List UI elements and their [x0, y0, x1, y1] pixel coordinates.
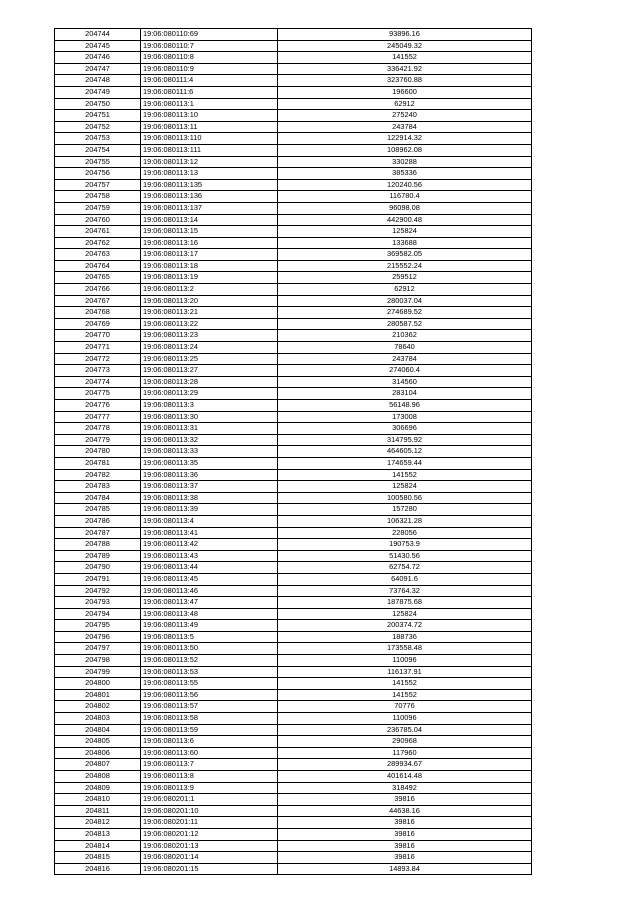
row-number-cell: 204762 [55, 237, 141, 249]
table-row [55, 457, 532, 469]
table-row [55, 98, 532, 110]
cadastral-number-cell: 19:06:080201:1 [141, 794, 278, 806]
value-cell: 100580.56 [278, 492, 532, 504]
cadastral-number-cell: 19:06:080113:9 [141, 782, 278, 794]
value-cell: 289934.67 [278, 759, 532, 771]
cadastral-number-cell: 19:06:080201:12 [141, 828, 278, 840]
value-cell: 157280 [278, 504, 532, 516]
table-row [55, 620, 532, 632]
cadastral-number-cell: 19:06:080113:4 [141, 515, 278, 527]
table-row [55, 863, 532, 875]
value-cell: 196600 [278, 86, 532, 98]
cadastral-number-cell: 19:06:080113:13 [141, 168, 278, 180]
cadastral-number-cell: 19:06:080113:25 [141, 353, 278, 365]
table-row [55, 794, 532, 806]
table-row [55, 411, 532, 423]
row-number-cell: 204755 [55, 156, 141, 168]
value-cell: 200374.72 [278, 620, 532, 632]
value-cell: 280587.52 [278, 318, 532, 330]
row-number-cell: 204790 [55, 562, 141, 574]
cadastral-number-cell: 19:06:080113:39 [141, 504, 278, 516]
value-cell: 110096 [278, 655, 532, 667]
value-cell: 274060.4 [278, 365, 532, 377]
value-cell: 108962.08 [278, 144, 532, 156]
row-number-cell: 204785 [55, 504, 141, 516]
table-row [55, 52, 532, 64]
cadastral-number-cell: 19:06:080201:15 [141, 863, 278, 875]
table-row [55, 376, 532, 388]
value-cell: 141552 [278, 678, 532, 690]
value-cell: 62754.72 [278, 562, 532, 574]
value-cell: 117960 [278, 747, 532, 759]
table-row [55, 446, 532, 458]
row-number-cell: 204806 [55, 747, 141, 759]
cadastral-number-cell: 19:06:080113:11 [141, 121, 278, 133]
value-cell: 70776 [278, 701, 532, 713]
value-cell: 283104 [278, 388, 532, 400]
value-cell: 141552 [278, 689, 532, 701]
value-cell: 306696 [278, 423, 532, 435]
row-number-cell: 204771 [55, 342, 141, 354]
value-cell: 174659.44 [278, 457, 532, 469]
cadastral-number-cell: 19:06:080113:29 [141, 388, 278, 400]
value-cell: 245049.32 [278, 40, 532, 52]
cadastral-number-cell: 19:06:080113:59 [141, 724, 278, 736]
row-number-cell: 204748 [55, 75, 141, 87]
value-cell: 39816 [278, 817, 532, 829]
cadastral-number-cell: 19:06:080113:58 [141, 713, 278, 725]
value-cell: 116137.91 [278, 666, 532, 678]
table-row [55, 469, 532, 481]
table-row [55, 156, 532, 168]
cadastral-number-cell: 19:06:080113:7 [141, 759, 278, 771]
value-cell: 188736 [278, 631, 532, 643]
row-number-cell: 204807 [55, 759, 141, 771]
table-row [55, 237, 532, 249]
row-number-cell: 204757 [55, 179, 141, 191]
table-row [55, 689, 532, 701]
cadastral-number-cell: 19:06:080113:53 [141, 666, 278, 678]
row-number-cell: 204751 [55, 110, 141, 122]
cadastral-number-cell: 19:06:080113:46 [141, 585, 278, 597]
table-row [55, 284, 532, 296]
value-cell: 215552.24 [278, 260, 532, 272]
table-row [55, 678, 532, 690]
value-cell: 173558.48 [278, 643, 532, 655]
value-cell: 190753.9 [278, 539, 532, 551]
value-cell: 187875.68 [278, 597, 532, 609]
table-row [55, 701, 532, 713]
table-row [55, 63, 532, 75]
row-number-cell: 204761 [55, 226, 141, 238]
value-cell: 401614.48 [278, 771, 532, 783]
value-cell: 336421.92 [278, 63, 532, 75]
row-number-cell: 204784 [55, 492, 141, 504]
value-cell: 464605.12 [278, 446, 532, 458]
table-row [55, 86, 532, 98]
row-number-cell: 204745 [55, 40, 141, 52]
table-row [55, 828, 532, 840]
table-row [55, 666, 532, 678]
value-cell: 280037.04 [278, 295, 532, 307]
value-cell: 96098.08 [278, 202, 532, 214]
cadastral-number-cell: 19:06:080113:37 [141, 481, 278, 493]
row-number-cell: 204746 [55, 52, 141, 64]
table-row [55, 272, 532, 284]
table-row [55, 515, 532, 527]
value-cell: 39816 [278, 794, 532, 806]
table-row [55, 365, 532, 377]
row-number-cell: 204797 [55, 643, 141, 655]
value-cell: 51430.56 [278, 550, 532, 562]
table-row [55, 597, 532, 609]
table-row [55, 631, 532, 643]
cadastral-number-cell: 19:06:080113:12 [141, 156, 278, 168]
table-row [55, 226, 532, 238]
value-cell: 210362 [278, 330, 532, 342]
cadastral-number-cell: 19:06:080110:8 [141, 52, 278, 64]
value-cell: 275240 [278, 110, 532, 122]
table-row [55, 318, 532, 330]
table-row [55, 307, 532, 319]
value-cell: 116780.4 [278, 191, 532, 203]
cadastral-number-cell: 19:06:080113:24 [141, 342, 278, 354]
cadastral-number-cell: 19:06:080110:9 [141, 63, 278, 75]
row-number-cell: 204772 [55, 353, 141, 365]
table-row [55, 724, 532, 736]
cadastral-number-cell: 19:06:080113:56 [141, 689, 278, 701]
table-row [55, 805, 532, 817]
cadastral-number-cell: 19:06:080201:14 [141, 852, 278, 864]
value-cell: 385336 [278, 168, 532, 180]
row-number-cell: 204793 [55, 597, 141, 609]
table-row [55, 249, 532, 261]
value-cell: 442900.48 [278, 214, 532, 226]
cadastral-number-cell: 19:06:080113:31 [141, 423, 278, 435]
row-number-cell: 204764 [55, 260, 141, 272]
row-number-cell: 204796 [55, 631, 141, 643]
row-number-cell: 204744 [55, 29, 141, 41]
value-cell: 173008 [278, 411, 532, 423]
row-number-cell: 204786 [55, 515, 141, 527]
table-row [55, 330, 532, 342]
cadastral-number-cell: 19:06:080113:136 [141, 191, 278, 203]
value-cell: 56148.96 [278, 400, 532, 412]
value-cell: 39816 [278, 828, 532, 840]
table-row [55, 260, 532, 272]
value-cell: 314560 [278, 376, 532, 388]
table-row [55, 573, 532, 585]
cadastral-number-cell: 19:06:080113:1 [141, 98, 278, 110]
cadastral-number-cell: 19:06:080113:33 [141, 446, 278, 458]
row-number-cell: 204765 [55, 272, 141, 284]
value-cell: 228056 [278, 527, 532, 539]
value-cell: 290968 [278, 736, 532, 748]
table-row [55, 342, 532, 354]
table-row [55, 434, 532, 446]
table-row [55, 75, 532, 87]
table-row [55, 539, 532, 551]
value-cell: 141552 [278, 52, 532, 64]
table-row [55, 527, 532, 539]
cadastral-number-cell: 19:06:080113:111 [141, 144, 278, 156]
value-cell: 93896.16 [278, 29, 532, 41]
row-number-cell: 204812 [55, 817, 141, 829]
row-number-cell: 204775 [55, 388, 141, 400]
cadastral-number-cell: 19:06:080113:6 [141, 736, 278, 748]
cadastral-number-cell: 19:06:080113:27 [141, 365, 278, 377]
cadastral-number-cell: 19:06:080113:30 [141, 411, 278, 423]
value-cell: 323760.88 [278, 75, 532, 87]
cadastral-number-cell: 19:06:080113:19 [141, 272, 278, 284]
cadastral-number-cell: 19:06:080113:18 [141, 260, 278, 272]
row-number-cell: 204752 [55, 121, 141, 133]
row-number-cell: 204811 [55, 805, 141, 817]
row-number-cell: 204779 [55, 434, 141, 446]
cadastral-number-cell: 19:06:080113:52 [141, 655, 278, 667]
row-number-cell: 204787 [55, 527, 141, 539]
table-row [55, 585, 532, 597]
row-number-cell: 204788 [55, 539, 141, 551]
cadastral-number-cell: 19:06:080113:20 [141, 295, 278, 307]
cadastral-number-cell: 19:06:080113:22 [141, 318, 278, 330]
cadastral-number-cell: 19:06:080113:5 [141, 631, 278, 643]
table-row [55, 110, 532, 122]
cadastral-number-cell: 19:06:080111:6 [141, 86, 278, 98]
row-number-cell: 204754 [55, 144, 141, 156]
cadastral-number-cell: 19:06:080113:14 [141, 214, 278, 226]
row-number-cell: 204778 [55, 423, 141, 435]
table-row [55, 295, 532, 307]
value-cell: 125824 [278, 481, 532, 493]
cadastral-number-cell: 19:06:080110:69 [141, 29, 278, 41]
cadastral-number-cell: 19:06:080201:10 [141, 805, 278, 817]
row-number-cell: 204773 [55, 365, 141, 377]
table-row [55, 747, 532, 759]
row-number-cell: 204747 [55, 63, 141, 75]
cadastral-number-cell: 19:06:080113:17 [141, 249, 278, 261]
value-cell: 110096 [278, 713, 532, 725]
row-number-cell: 204766 [55, 284, 141, 296]
row-number-cell: 204768 [55, 307, 141, 319]
value-cell: 259512 [278, 272, 532, 284]
table-row [55, 168, 532, 180]
table-row [55, 400, 532, 412]
cadastral-number-cell: 19:06:080113:45 [141, 573, 278, 585]
table-row [55, 840, 532, 852]
row-number-cell: 204791 [55, 573, 141, 585]
value-cell: 236785.04 [278, 724, 532, 736]
row-number-cell: 204781 [55, 457, 141, 469]
row-number-cell: 204804 [55, 724, 141, 736]
row-number-cell: 204774 [55, 376, 141, 388]
row-number-cell: 204756 [55, 168, 141, 180]
cadastral-number-cell: 19:06:080113:60 [141, 747, 278, 759]
row-number-cell: 204758 [55, 191, 141, 203]
row-number-cell: 204813 [55, 828, 141, 840]
cadastral-number-cell: 19:06:080113:10 [141, 110, 278, 122]
data-table [54, 28, 532, 875]
table-row [55, 643, 532, 655]
row-number-cell: 204801 [55, 689, 141, 701]
row-number-cell: 204809 [55, 782, 141, 794]
table-row [55, 40, 532, 52]
cadastral-number-cell: 19:06:080113:15 [141, 226, 278, 238]
row-number-cell: 204808 [55, 771, 141, 783]
row-number-cell: 204763 [55, 249, 141, 261]
table-row [55, 353, 532, 365]
row-number-cell: 204769 [55, 318, 141, 330]
row-number-cell: 204783 [55, 481, 141, 493]
table-row [55, 202, 532, 214]
cadastral-number-cell: 19:06:080113:48 [141, 608, 278, 620]
cadastral-number-cell: 19:06:080113:32 [141, 434, 278, 446]
value-cell: 39816 [278, 852, 532, 864]
value-cell: 330288 [278, 156, 532, 168]
table-row [55, 504, 532, 516]
value-cell: 243784 [278, 121, 532, 133]
table-row [55, 144, 532, 156]
row-number-cell: 204767 [55, 295, 141, 307]
table-row [55, 179, 532, 191]
table-row [55, 852, 532, 864]
cadastral-number-cell: 19:06:080113:135 [141, 179, 278, 191]
value-cell: 274689.52 [278, 307, 532, 319]
value-cell: 125824 [278, 226, 532, 238]
table-row [55, 782, 532, 794]
row-number-cell: 204749 [55, 86, 141, 98]
cadastral-number-cell: 19:06:080113:3 [141, 400, 278, 412]
table-row [55, 133, 532, 145]
row-number-cell: 204792 [55, 585, 141, 597]
table-row [55, 29, 532, 41]
value-cell: 39816 [278, 840, 532, 852]
cadastral-number-cell: 19:06:080113:41 [141, 527, 278, 539]
cadastral-number-cell: 19:06:080113:44 [141, 562, 278, 574]
value-cell: 78640 [278, 342, 532, 354]
row-number-cell: 204770 [55, 330, 141, 342]
row-number-cell: 204777 [55, 411, 141, 423]
row-number-cell: 204799 [55, 666, 141, 678]
table-row [55, 121, 532, 133]
row-number-cell: 204795 [55, 620, 141, 632]
cadastral-number-cell: 19:06:080113:55 [141, 678, 278, 690]
row-number-cell: 204782 [55, 469, 141, 481]
row-number-cell: 204759 [55, 202, 141, 214]
row-number-cell: 204816 [55, 863, 141, 875]
value-cell: 122914.32 [278, 133, 532, 145]
row-number-cell: 204753 [55, 133, 141, 145]
value-cell: 133688 [278, 237, 532, 249]
row-number-cell: 204760 [55, 214, 141, 226]
cadastral-number-cell: 19:06:080113:49 [141, 620, 278, 632]
value-cell: 314795.92 [278, 434, 532, 446]
value-cell: 44638.16 [278, 805, 532, 817]
cadastral-number-cell: 19:06:080113:21 [141, 307, 278, 319]
cadastral-number-cell: 19:06:080113:38 [141, 492, 278, 504]
row-number-cell: 204803 [55, 713, 141, 725]
value-cell: 120240.56 [278, 179, 532, 191]
row-number-cell: 204810 [55, 794, 141, 806]
cadastral-number-cell: 19:06:080113:35 [141, 457, 278, 469]
table-row [55, 562, 532, 574]
cadastral-number-cell: 19:06:080113:110 [141, 133, 278, 145]
row-number-cell: 204798 [55, 655, 141, 667]
cadastral-number-cell: 19:06:080201:11 [141, 817, 278, 829]
cadastral-number-cell: 19:06:080110:7 [141, 40, 278, 52]
row-number-cell: 204780 [55, 446, 141, 458]
table-row [55, 713, 532, 725]
table-row [55, 655, 532, 667]
table-row [55, 191, 532, 203]
value-cell: 64091.6 [278, 573, 532, 585]
cadastral-number-cell: 19:06:080113:42 [141, 539, 278, 551]
table-row [55, 388, 532, 400]
table-body [55, 29, 532, 875]
table-row [55, 214, 532, 226]
row-number-cell: 204800 [55, 678, 141, 690]
cadastral-number-cell: 19:06:080113:28 [141, 376, 278, 388]
cadastral-number-cell: 19:06:080111:4 [141, 75, 278, 87]
table-row [55, 817, 532, 829]
table-row [55, 492, 532, 504]
value-cell: 141552 [278, 469, 532, 481]
cadastral-number-cell: 19:06:080113:36 [141, 469, 278, 481]
row-number-cell: 204789 [55, 550, 141, 562]
cadastral-number-cell: 19:06:080113:50 [141, 643, 278, 655]
table-row [55, 550, 532, 562]
row-number-cell: 204805 [55, 736, 141, 748]
value-cell: 106321.28 [278, 515, 532, 527]
cadastral-number-cell: 19:06:080113:47 [141, 597, 278, 609]
cadastral-number-cell: 19:06:080113:43 [141, 550, 278, 562]
table-row [55, 736, 532, 748]
table-row [55, 481, 532, 493]
value-cell: 125824 [278, 608, 532, 620]
table-row [55, 423, 532, 435]
cadastral-number-cell: 19:06:080113:23 [141, 330, 278, 342]
row-number-cell: 204802 [55, 701, 141, 713]
value-cell: 243784 [278, 353, 532, 365]
cadastral-number-cell: 19:06:080113:137 [141, 202, 278, 214]
row-number-cell: 204750 [55, 98, 141, 110]
row-number-cell: 204815 [55, 852, 141, 864]
cadastral-number-cell: 19:06:080113:8 [141, 771, 278, 783]
cadastral-number-cell: 19:06:080201:13 [141, 840, 278, 852]
table-row [55, 608, 532, 620]
value-cell: 62912 [278, 98, 532, 110]
cadastral-number-cell: 19:06:080113:57 [141, 701, 278, 713]
value-cell: 62912 [278, 284, 532, 296]
cadastral-number-cell: 19:06:080113:2 [141, 284, 278, 296]
table-row [55, 771, 532, 783]
row-number-cell: 204794 [55, 608, 141, 620]
value-cell: 369582.05 [278, 249, 532, 261]
row-number-cell: 204776 [55, 400, 141, 412]
table-row [55, 759, 532, 771]
cadastral-number-cell: 19:06:080113:16 [141, 237, 278, 249]
value-cell: 73764.32 [278, 585, 532, 597]
row-number-cell: 204814 [55, 840, 141, 852]
value-cell: 318492 [278, 782, 532, 794]
value-cell: 14893.84 [278, 863, 532, 875]
